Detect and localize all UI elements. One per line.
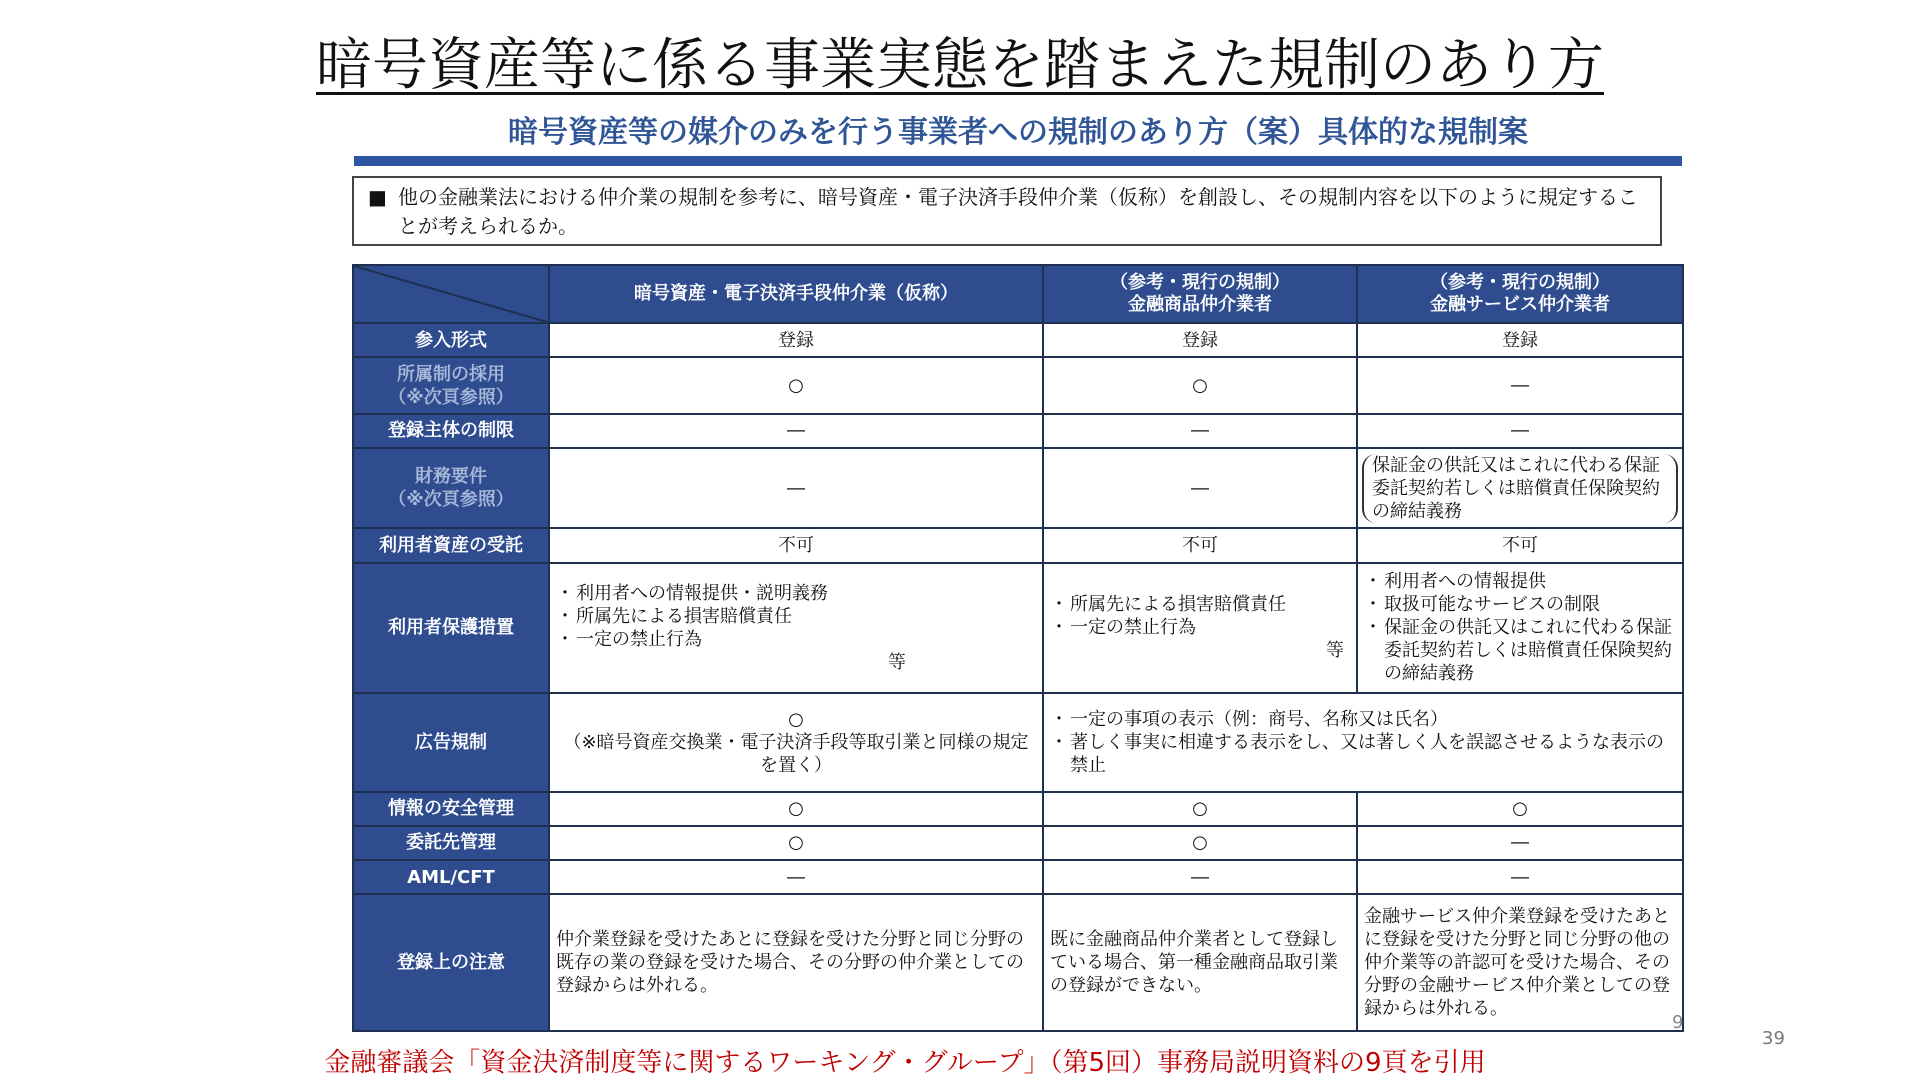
cell: ― bbox=[1357, 357, 1683, 413]
square-bullet-icon: ■ bbox=[368, 185, 387, 209]
row-label-registrant: 登録主体の制限 bbox=[353, 414, 549, 448]
table-corner bbox=[353, 265, 549, 323]
etc-label: 等 bbox=[1326, 640, 1344, 662]
cell: ― bbox=[549, 414, 1043, 448]
cell bbox=[549, 693, 1043, 792]
cell: 既に金融商品仲介業者として登録している場合、第一種金融商品取引業の登録ができない。 bbox=[1043, 894, 1357, 1031]
cell bbox=[549, 563, 1043, 694]
cell: 仲介業登録を受けたあとに登録を受けた分野と同じ分野の既存の業の登録を受けた場合、その分野の仲介業としての登録からは外れる。 bbox=[549, 894, 1043, 1031]
row-label-amlcft: AML/CFT bbox=[353, 860, 549, 894]
cell: ○ bbox=[549, 357, 1043, 413]
cell: 不可 bbox=[1357, 528, 1683, 562]
table-row bbox=[353, 448, 1683, 528]
list-item: ・ 一定の事項の表示（例：商号、名称又は氏名） bbox=[1050, 708, 1676, 731]
circle-mark: ○ bbox=[788, 708, 804, 730]
regulation-table bbox=[352, 264, 1684, 1032]
inner-page-number: 9 bbox=[1672, 1012, 1684, 1033]
note-box bbox=[352, 176, 1662, 246]
cell: ○ bbox=[549, 792, 1043, 826]
row-label-protection: 利用者保護措置 bbox=[353, 563, 549, 694]
cell: ― bbox=[549, 448, 1043, 528]
row-label-registration-notes: 登録上の注意 bbox=[353, 894, 549, 1031]
cell: 登録 bbox=[549, 323, 1043, 357]
cell: ○ bbox=[1043, 826, 1357, 860]
col-header-fi-intermediary: （参考・現行の規制） 金融商品仲介業者 bbox=[1043, 265, 1357, 323]
bullet-list bbox=[556, 582, 1036, 651]
table-row bbox=[353, 826, 1683, 860]
page-title: 暗号資産等に係る事業実態を踏まえた規制のあり方 bbox=[316, 33, 1604, 98]
etc-label: 等 bbox=[888, 651, 906, 673]
table-row bbox=[353, 693, 1683, 792]
row-label-outsourcing: 委託先管理 bbox=[353, 826, 549, 860]
cell bbox=[1043, 563, 1357, 694]
table-row bbox=[353, 894, 1683, 1031]
list-item: ・ 所属先による損害賠償責任 bbox=[556, 605, 1036, 628]
table-row bbox=[353, 860, 1683, 894]
row-label-infosec: 情報の安全管理 bbox=[353, 792, 549, 826]
table-row bbox=[353, 528, 1683, 562]
row-label-custody: 利用者資産の受託 bbox=[353, 528, 549, 562]
cell-merged bbox=[1043, 693, 1683, 792]
table-header-row bbox=[353, 265, 1683, 323]
cell: ○ bbox=[1043, 792, 1357, 826]
cell: ○ bbox=[1043, 357, 1357, 413]
row-label-entry: 参入形式 bbox=[353, 323, 549, 357]
subtitle: 暗号資産等の媒介のみを行う事業者への規制のあり方（案）具体的な規制案 bbox=[508, 115, 1528, 150]
cell: ― bbox=[1357, 414, 1683, 448]
bullet-list bbox=[1050, 593, 1350, 639]
row-label-advertising: 広告規制 bbox=[353, 693, 549, 792]
page-number: 39 bbox=[1762, 1028, 1785, 1049]
table-row bbox=[353, 792, 1683, 826]
list-item: ・ 著しく事実に相違する表示をし、又は著しく人を誤認させるような表示の禁止 bbox=[1050, 731, 1676, 777]
cell: 不可 bbox=[1043, 528, 1357, 562]
list-item: ・ 保証金の供託又はこれに代わる保証委託契約若しくは賠償責任保険契約の締結義務 bbox=[1364, 616, 1676, 685]
cell: ― bbox=[1357, 826, 1683, 860]
cell: ― bbox=[549, 860, 1043, 894]
table-row bbox=[353, 323, 1683, 357]
list-item: ・ 一定の禁止行為 bbox=[556, 628, 1036, 651]
bullet-list bbox=[1050, 708, 1676, 777]
cell bbox=[1357, 563, 1683, 694]
list-item: ・ 利用者への情報提供・説明義務 bbox=[556, 582, 1036, 605]
table-row bbox=[353, 563, 1683, 694]
cell: ― bbox=[1043, 860, 1357, 894]
cell: ― bbox=[1043, 448, 1357, 528]
cell: ― bbox=[1357, 860, 1683, 894]
row-label-financial: 財務要件 （※次頁参照） bbox=[353, 448, 549, 528]
list-item: ・ 利用者への情報提供 bbox=[1364, 570, 1676, 593]
list-item: ・ 所属先による損害賠償責任 bbox=[1050, 593, 1350, 616]
bullet-list bbox=[1364, 570, 1676, 685]
bracketed-text: 保証金の供託又はこれに代わる保証委託契約若しくは賠償責任保険契約の締結義務 bbox=[1362, 454, 1678, 523]
note-text: 他の金融業法における仲介業の規制を参考に、暗号資産・電子決済手段仲介業（仮称）を創設し、その規制内容を以下のように規定することが考えられるか。 bbox=[398, 185, 1638, 238]
cell bbox=[1357, 448, 1683, 528]
list-item: ・ 一定の禁止行為 bbox=[1050, 616, 1350, 639]
table-row bbox=[353, 357, 1683, 413]
col-header-crypto-intermediary: 暗号資産・電子決済手段仲介業（仮称） bbox=[549, 265, 1043, 323]
subtitle-rule bbox=[354, 156, 1682, 166]
cell: 金融サービス仲介業登録を受けたあとに登録を受けた分野と同じ分野の他の仲介業等の許認可を受けた場合、その分野の金融サービス仲介業としての登録からは外れる。 bbox=[1357, 894, 1683, 1031]
table-row bbox=[353, 414, 1683, 448]
cell: ― bbox=[1043, 414, 1357, 448]
source-caption: 金融審議会「資金決済制度等に関するワーキング・グループ」（第5回）事務局説明資料の9頁を引用 bbox=[324, 1048, 1486, 1078]
cell: 不可 bbox=[549, 528, 1043, 562]
advertising-note: （※暗号資産交換業・電子決済手段等取引業と同様の規定を置く） bbox=[563, 731, 1029, 776]
cell: ○ bbox=[549, 826, 1043, 860]
cell: 登録 bbox=[1043, 323, 1357, 357]
cell: ○ bbox=[1357, 792, 1683, 826]
diagonal-line-icon bbox=[354, 266, 548, 322]
cell: 登録 bbox=[1357, 323, 1683, 357]
col-header-fs-intermediary: （参考・現行の規制） 金融サービス仲介業者 bbox=[1357, 265, 1683, 323]
row-label-affiliation: 所属制の採用 （※次頁参照） bbox=[353, 357, 549, 413]
list-item: ・ 取扱可能なサービスの制限 bbox=[1364, 593, 1676, 616]
